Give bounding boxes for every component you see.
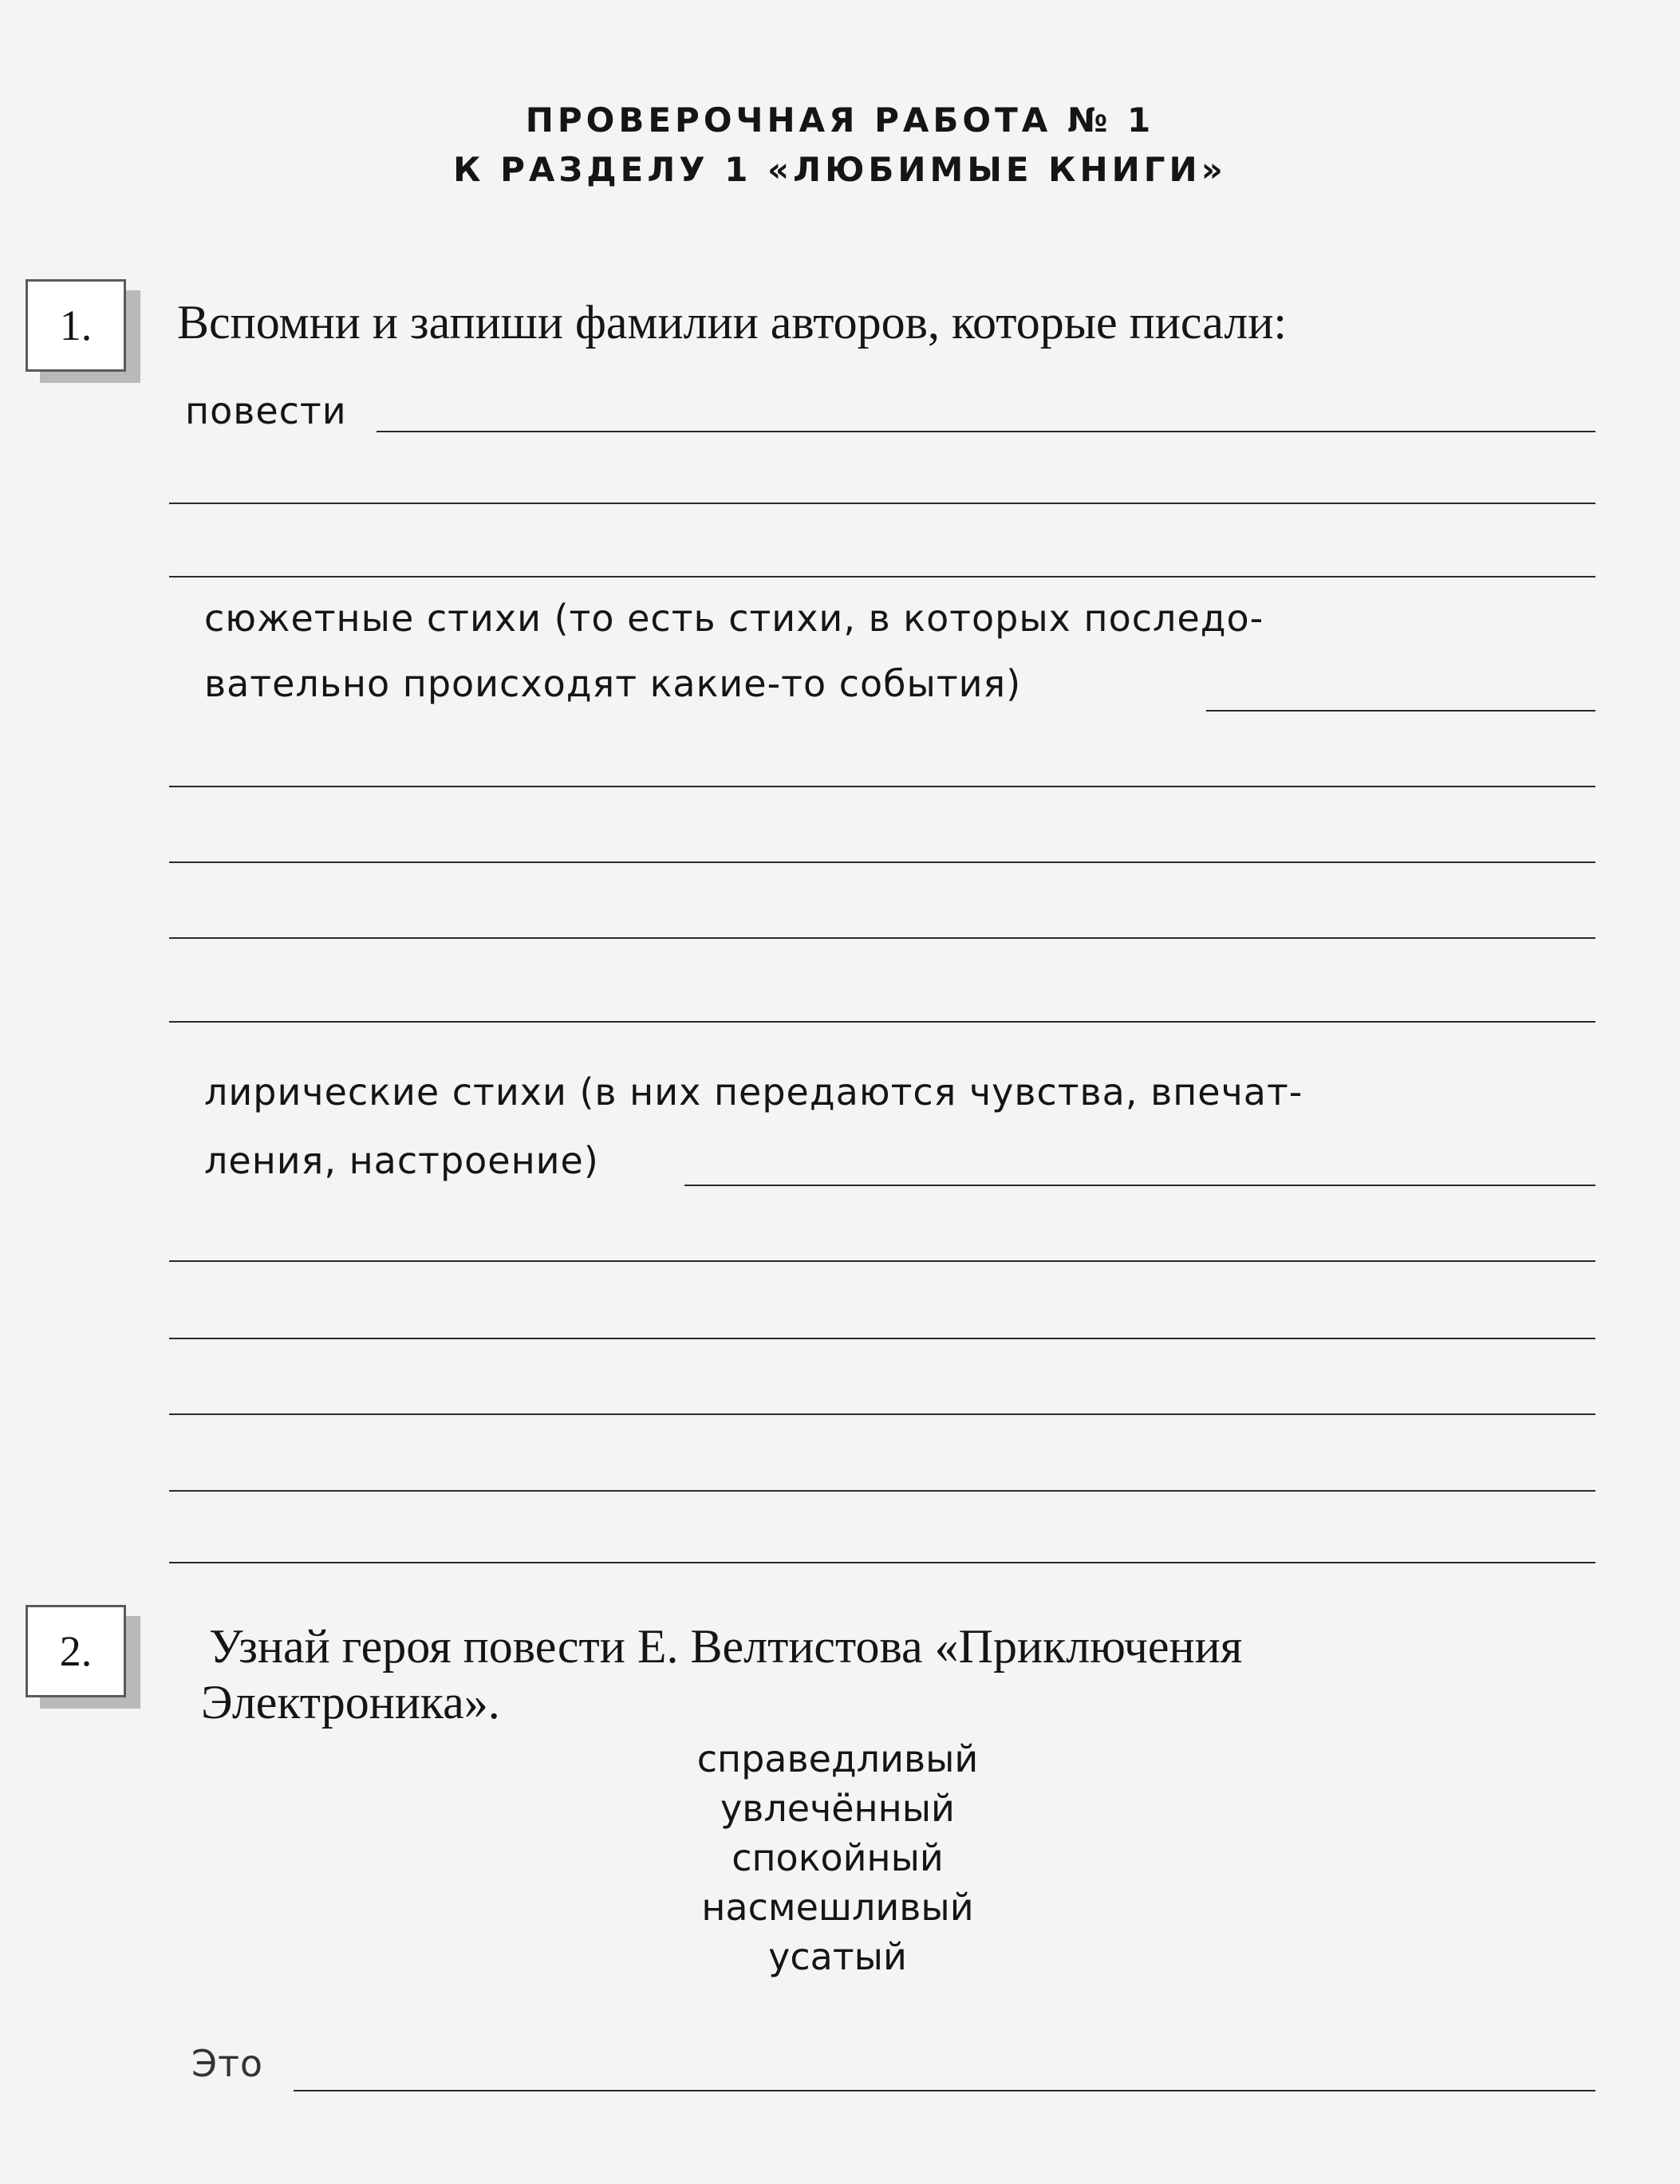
task-1-number: 1.	[59, 302, 93, 349]
task-1-prompt: Вспомни и запиши фамилии авторов, которые писали:	[177, 296, 1288, 349]
task-1-number-box	[26, 279, 126, 372]
page-title: ПРОВЕРОЧНАЯ РАБОТА № 1	[525, 101, 1155, 140]
answer-label: Это	[191, 2042, 264, 2085]
povesti-answer-line-3[interactable]	[169, 576, 1595, 578]
syuzhet-answer-line-4[interactable]	[169, 937, 1595, 939]
trait-item: увлечённый	[720, 1787, 955, 1830]
syuzhet-answer-line-5[interactable]	[169, 1021, 1595, 1023]
task-2-number-box	[26, 1605, 126, 1697]
hero-traits-list	[558, 1734, 1117, 1981]
lyric-answer-line-1[interactable]	[684, 1185, 1595, 1186]
trait-item: спокойный	[732, 1836, 944, 1879]
lyric-text-line-2: ления, настроение)	[204, 1139, 599, 1182]
lyric-text-line-1: лирические стихи (в них передаются чувства, впечат-	[204, 1070, 1303, 1114]
povesti-label: повести	[185, 389, 347, 432]
syuzhet-answer-line-3[interactable]	[169, 861, 1595, 863]
lyric-answer-line-6[interactable]	[169, 1562, 1595, 1563]
trait-item: усатый	[768, 1935, 907, 1978]
lyric-answer-line-3[interactable]	[169, 1338, 1595, 1339]
task-2-number: 2.	[59, 1627, 93, 1675]
lyric-answer-line-2[interactable]	[169, 1260, 1595, 1262]
syuzhet-answer-line-1[interactable]	[1206, 710, 1595, 712]
lyric-answer-line-5[interactable]	[169, 1490, 1595, 1492]
hero-answer-line[interactable]	[294, 2090, 1595, 2091]
syuzhet-text-line-2: вательно происходят какие-то события)	[204, 662, 1022, 705]
povesti-answer-line-2[interactable]	[169, 503, 1595, 504]
povesti-answer-line-1[interactable]	[377, 431, 1595, 432]
page-subtitle: К РАЗДЕЛУ 1 «ЛЮБИМЫЕ КНИГИ»	[453, 150, 1227, 189]
trait-item: насмешливый	[701, 1886, 974, 1929]
syuzhet-answer-line-2[interactable]	[169, 786, 1595, 787]
task-2-prompt-line-2: Электроника».	[201, 1676, 500, 1729]
trait-item: справедливый	[696, 1737, 979, 1780]
lyric-answer-line-4[interactable]	[169, 1413, 1595, 1415]
task-2-prompt-line-1: Узнай героя повести Е. Велтистова «Приключения	[209, 1620, 1243, 1673]
syuzhet-text-line-1: сюжетные стихи (то есть стихи, в которых последо-	[204, 597, 1264, 640]
